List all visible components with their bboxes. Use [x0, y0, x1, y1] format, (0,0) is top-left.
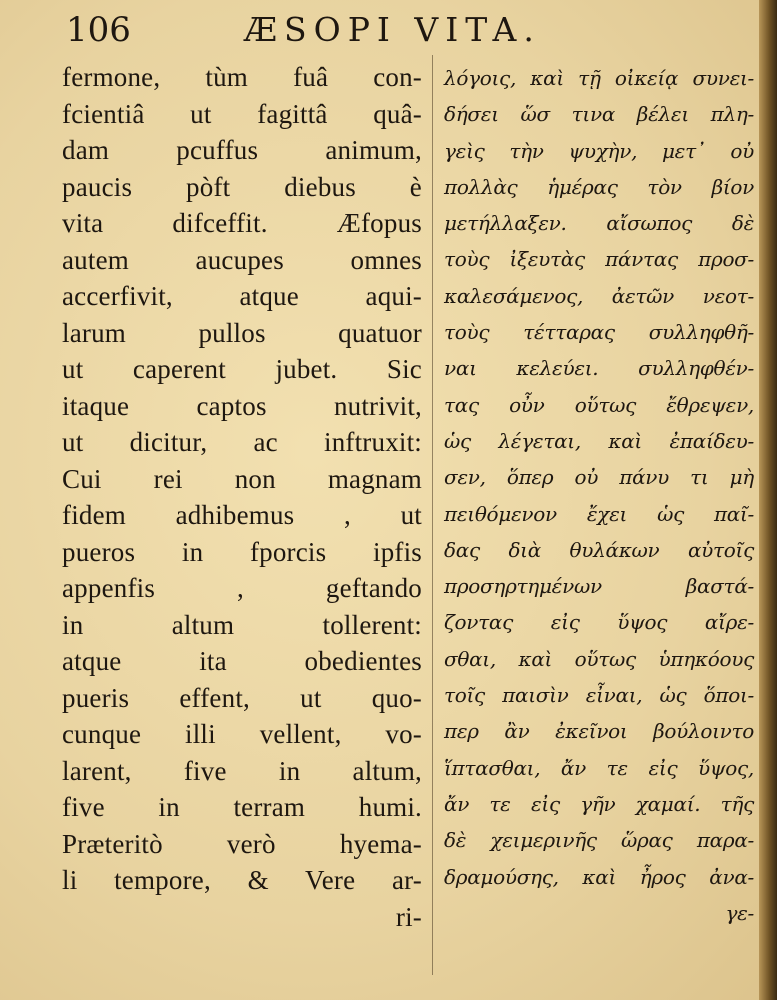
- greek-line: πολλὰς ἡμέρας τὸν βίον: [444, 174, 754, 199]
- latin-line: ut caperent jubet. Sic: [62, 354, 422, 384]
- greek-line: ὡς λέγεται, καὶ ἐπαίδευ-: [444, 428, 754, 453]
- latin-line: li tempore, & Vere ar-: [62, 865, 422, 895]
- greek-line: περ ἂν ἐκεῖνοι βούλοιντο: [444, 719, 754, 744]
- latin-line: Cui rei non magnam: [62, 463, 422, 494]
- running-head: [66, 10, 586, 50]
- latin-line: vita difceffit. Æfopus: [62, 208, 422, 238]
- latin-line: atque ita obedientes: [62, 646, 422, 676]
- page-number: 106: [66, 10, 131, 50]
- latin-line: larent, five in altum,: [62, 755, 422, 786]
- latin-line: five in terram humi.: [62, 792, 422, 822]
- latin-line: autem aucupes omnes: [62, 244, 422, 275]
- greek-line: δραμούσης, καὶ ἦρος ἀνα-: [444, 864, 754, 889]
- greek-line: σθαι, καὶ οὕτως ὑπηκόους: [444, 646, 754, 671]
- greek-line: δὲ χειμερινῆς ὥρας παρα-: [444, 828, 754, 853]
- greek-line: λόγοις, καὶ τῇ οἰκείᾳ συνει-: [444, 66, 754, 90]
- greek-column: [444, 60, 754, 931]
- greek-line: δήσει ὥσ τινα βέλει πλη-: [444, 102, 754, 127]
- greek-line: σεν, ὅπερ οὐ πάνυ τι μὴ: [444, 465, 754, 490]
- greek-line: δας διὰ θυλάκων αὐτοῖς: [444, 537, 754, 562]
- greek-line: τοῖς παισὶν εἶναι, ὡς ὅποι-: [444, 683, 754, 708]
- latin-line: appenfis , geftando: [62, 573, 422, 603]
- page-gutter: [759, 0, 777, 1000]
- latin-column: [62, 59, 422, 935]
- latin-line: fidem adhibemus , ut: [62, 500, 422, 530]
- greek-line: προσηρτημένων βαστά-: [444, 574, 754, 599]
- column-divider: [432, 55, 433, 975]
- latin-line: itaque captos nutrivit,: [62, 390, 422, 421]
- greek-line: καλεσάμενος, ἀετῶν νεοτ-: [444, 283, 754, 308]
- running-title: ÆSOPI VITA.: [244, 10, 541, 49]
- latin-line: in altum tollerent:: [62, 609, 422, 640]
- latin-line: paucis pòft diebus è: [62, 171, 422, 202]
- latin-line: Præteritò verò hyema-: [62, 828, 422, 859]
- greek-line: ζοντας εἰς ὕψος αἴρε-: [444, 610, 754, 635]
- latin-line: pueris effent, ut quo-: [62, 682, 422, 713]
- latin-line: accerfivit, atque aqui-: [62, 281, 422, 311]
- greek-line: πειθόμενον ἔχει ὡς παῖ-: [444, 501, 754, 526]
- latin-line: cunque illi vellent, vo-: [62, 719, 422, 749]
- latin-line: fcientiâ ut fagittâ quâ-: [62, 98, 422, 129]
- latin-line: fermone, tùm fuâ con-: [62, 62, 422, 92]
- greek-line: γεὶς τὴν ψυχὴν, μετ᾽ οὐ: [444, 138, 754, 163]
- greek-line: τας οὖν οὕτως ἔθρεψεν,: [444, 392, 754, 417]
- greek-catchword: γε-: [725, 900, 754, 925]
- greek-line: ναι κελεύει. συλληφθέν-: [444, 356, 754, 381]
- greek-line: μετήλλαξεν. αἴσωπος δὲ: [444, 211, 754, 236]
- greek-line: ἄν τε εἰς γῆν χαμαί. τῆς: [444, 791, 754, 816]
- latin-line: larum pullos quatuor: [62, 317, 422, 348]
- latin-line: ut dicitur, ac inftruxit:: [62, 427, 422, 457]
- latin-line: pueros in fporcis ipfis: [62, 536, 422, 567]
- greek-line: τοὺς ἰξευτὰς πάντας προσ-: [444, 247, 754, 272]
- greek-line: τοὺς τέτταρας συλληφθῆ-: [444, 320, 754, 345]
- latin-line: dam pcuffus animum,: [62, 135, 422, 165]
- catchword: ri-: [395, 901, 422, 932]
- greek-line: ἵπτασθαι, ἄν τε εἰς ὕψος,: [444, 755, 754, 780]
